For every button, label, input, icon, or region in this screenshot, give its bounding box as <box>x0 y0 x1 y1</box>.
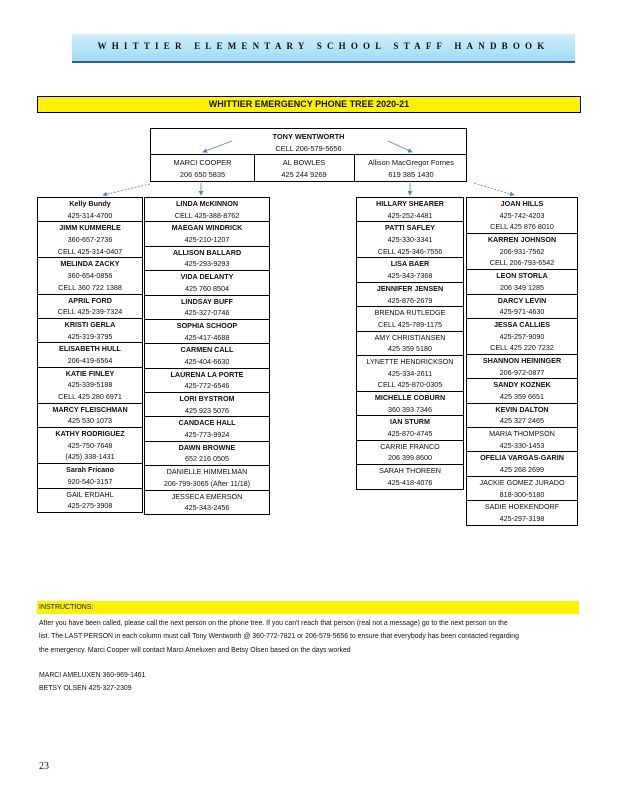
handbook-title: WHITTIER ELEMENTARY SCHOOL STAFF HANDBOOK <box>97 41 550 51</box>
contact-phone: 360-657-2736 <box>67 235 113 245</box>
contact-name: LINDSAY BUFF <box>145 295 269 308</box>
page-number: 23 <box>39 761 49 772</box>
contact-phone: 920-540-3157 <box>67 476 113 486</box>
contact-phone: 425-327-0746 <box>184 308 230 318</box>
contact-name: MARCY FLEISCHMAN <box>38 403 142 416</box>
contact-phone: 206-972-0877 <box>499 367 545 377</box>
second-name-1: MARCI COOPER <box>173 158 232 167</box>
second-name-3: Allison MacGregor Fornes <box>368 158 454 167</box>
contact-name: AMY CHRISTIANSEN <box>357 331 463 344</box>
contact-name: DAWN BROWNE <box>145 441 269 454</box>
contact-name: HILLARY SHEARER <box>376 199 444 208</box>
contact-name: ALLISON BALLARD <box>145 246 269 259</box>
contact-phone: 425 359 5180 <box>388 344 432 354</box>
contact-phone: 425 923 5076 <box>185 405 229 415</box>
second-name-2: AL BOWLES <box>282 158 326 167</box>
contact-phone: (425) 338-1431 <box>65 452 115 462</box>
instructions-line-1: After you have been called, please call the next person on the phone tree. If you can't reach that person (real not a message) go to the next person on the <box>39 620 508 627</box>
contact-phone: 425-314-4700 <box>67 210 113 220</box>
contact-name: JENNIFER JENSEN <box>357 282 463 295</box>
contact-name: SHANNON HEININGER <box>467 354 577 367</box>
contact-name: MAEGAN WINDRICK <box>145 221 269 234</box>
contact-phone: 206-799-3065 (After 11/18) <box>163 478 251 488</box>
contact-name: CARRIE FRANCO <box>357 440 463 453</box>
contact-name: IAN STURM <box>357 415 463 428</box>
phone-column-2 <box>144 197 270 515</box>
contact-name: SANDY KOZNEK <box>467 378 577 391</box>
contact-name: KATHY RODRIGUEZ <box>38 427 142 440</box>
contact-phone: 425-330-1453 <box>499 440 545 450</box>
contact-name: Kelly Bundy <box>69 199 111 208</box>
phone-tree-title: WHITTIER EMERGENCY PHONE TREE 2020-21 <box>37 96 581 113</box>
contact-name: LISA BAER <box>357 257 463 270</box>
contact-name: KRISTI GERLA <box>38 318 142 331</box>
contact-name: SOPHIA SCHOOP <box>145 319 269 332</box>
contact-phone: 425-750-7648 <box>67 440 113 450</box>
contact-phone: 425-876-2679 <box>387 295 433 305</box>
contact-name: BRENDA RUTLEDGE <box>357 306 463 319</box>
contact-name: JIMM KUMMERLE <box>38 221 142 234</box>
contact-name: LAURENA LA PORTE <box>145 368 269 381</box>
contact-phone: CELL 425-789-1175 <box>378 319 442 329</box>
contact-name: MELINDA ZACKY <box>38 257 142 270</box>
contact-phone: 818-300-5180 <box>499 489 545 499</box>
contact-name: LINDA McKINNON <box>175 199 239 208</box>
contact-phone: CELL 425 876 8010 <box>490 222 554 232</box>
contact-phone: CELL 425-239-7324 <box>57 307 123 317</box>
contact-phone: 206 349 1285 <box>500 282 544 292</box>
contact-name: Sarah Fricano <box>38 463 142 476</box>
contact-name: CARMEN CALL <box>145 343 269 356</box>
contact-phone: 425 268 2699 <box>500 465 544 475</box>
contact-name: SARAH THOREEN <box>357 464 463 477</box>
contact-name: LORI BYSTROM <box>145 392 269 405</box>
contact-name: DANIELLE HIMMELMAN <box>145 465 269 478</box>
contact-phone: 206 399 8600 <box>388 453 432 463</box>
contact-phone: 425-404-6630 <box>184 356 230 366</box>
contact-phone: 425-418-4076 <box>387 477 433 487</box>
contact-phone: 652 216 0505 <box>185 454 229 464</box>
contact-phone: 425-297-3198 <box>499 513 545 523</box>
contact-name: JESSA CALLIES <box>467 318 577 331</box>
contact-phone: 425-343-2456 <box>184 503 230 513</box>
contact-name: OFELIA VARGAS-GARIN <box>467 451 577 464</box>
contact-phone: 425-334-2611 <box>387 368 433 378</box>
top-contact-cell: CELL 206-579-5656 <box>275 144 342 153</box>
contact-phone: CELL 425 280 6971 <box>58 392 122 401</box>
contact-name: GAIL ERDAHL <box>38 488 142 501</box>
second-phone-3: 619 385 1430 <box>388 170 434 179</box>
contact-name: JACKIE GOMEZ JURADO <box>467 476 577 489</box>
contact-phone: 425 327 2465 <box>500 416 544 426</box>
contact-name: VIDA DELANTY <box>145 270 269 283</box>
contact-phone: 425-275-3908 <box>67 501 113 511</box>
contact-phone: 425-319-3795 <box>67 331 113 341</box>
contact-phone: CELL 425-388-8762 <box>174 210 240 220</box>
contact-name: SADIE HOEKENDORF <box>467 500 577 513</box>
contact-phone: 425-773-9924 <box>184 430 230 440</box>
extra-contact-1: MARCI AMELUXEN 360-969-1461 <box>39 672 146 679</box>
contact-phone: 360 393 7346 <box>388 404 432 414</box>
contact-phone: 425-330-3341 <box>387 235 433 245</box>
contact-phone: CELL 425-870-0305 <box>377 380 443 390</box>
contact-name: ELISABETH HULL <box>38 342 142 355</box>
contact-phone: 425-339-5188 <box>67 380 113 390</box>
contact-phone: CELL 206-793-6542 <box>489 258 555 268</box>
contact-name: APRIL FORD <box>38 294 142 307</box>
instructions-label: INSTRUCTIONS: <box>37 601 579 614</box>
contact-phone: 425 760 8504 <box>185 283 229 293</box>
contact-phone: 425-293-9293 <box>184 259 230 269</box>
contact-phone: 425-870-4745 <box>387 429 433 439</box>
second-phone-2: 425 244 9269 <box>281 170 327 179</box>
contact-phone: 425-772-6546 <box>184 381 230 391</box>
contact-name: CANDACE HALL <box>145 416 269 429</box>
contact-phone: 425-417-4688 <box>184 332 230 342</box>
contact-name: MICHELLE COBURN <box>357 391 463 404</box>
top-contact-name: TONY WENTWORTH <box>272 132 345 141</box>
contact-name: JESSECA EMERSON <box>145 490 269 503</box>
contact-name: KARREN JOHNSON <box>467 233 577 246</box>
contact-phone: CELL 360 722 1388 <box>58 282 122 292</box>
contact-phone: 360-654-0856 <box>67 271 113 281</box>
instructions-line-2: list. The LAST PERSON in each column must call Tony Wentworth @ 360-772-7821 or 206-579-5656 to ensure that everybody has been contacted regarding <box>39 633 519 640</box>
phone-column-1 <box>37 197 143 513</box>
instructions-line-3: the emergency. Marci Cooper will contact Marci Ameluxen and Betsy Olsen based on the days worked <box>39 647 351 654</box>
contact-phone: 425-971-4630 <box>499 307 545 317</box>
contact-phone: 425-257-9090 <box>499 331 545 341</box>
contact-phone: CELL 425-346-7556 <box>377 246 443 256</box>
contact-name: LYNETTE HENDRICKSON <box>357 355 463 368</box>
contact-phone: 425 359 6651 <box>500 392 544 401</box>
phone-column-3 <box>356 197 464 490</box>
contact-name: PATTI SAFLEY <box>357 221 463 234</box>
contact-phone: 425-343-7368 <box>387 271 433 281</box>
second-phone-1: 206 650 5835 <box>179 170 226 179</box>
contact-name: KEVIN DALTON <box>467 403 577 416</box>
phone-column-4 <box>466 197 578 526</box>
contact-phone: CELL 425-314-0407 <box>57 246 123 256</box>
contact-phone: 206-419-6564 <box>67 355 113 365</box>
contact-name: DARCY LEVIN <box>467 294 577 307</box>
contact-phone: 425 530 1073 <box>68 416 112 426</box>
contact-phone: 425-742-4203 <box>499 210 545 220</box>
contact-name: MARIA THOMPSON <box>467 427 577 440</box>
contact-name: JOAN HILLS <box>500 199 544 208</box>
contact-phone: CELL 425 220 7232 <box>490 343 554 353</box>
contact-name: KATIE FINLEY <box>38 367 142 380</box>
contact-phone: 425-210-1207 <box>184 235 230 245</box>
extra-contact-2: BETSY OLSEN 425-327-2309 <box>39 685 132 692</box>
contact-name: LEON STORLA <box>467 269 577 282</box>
contact-phone: 206-931-7562 <box>499 246 545 256</box>
contact-phone: 425-252-4481 <box>387 210 433 220</box>
